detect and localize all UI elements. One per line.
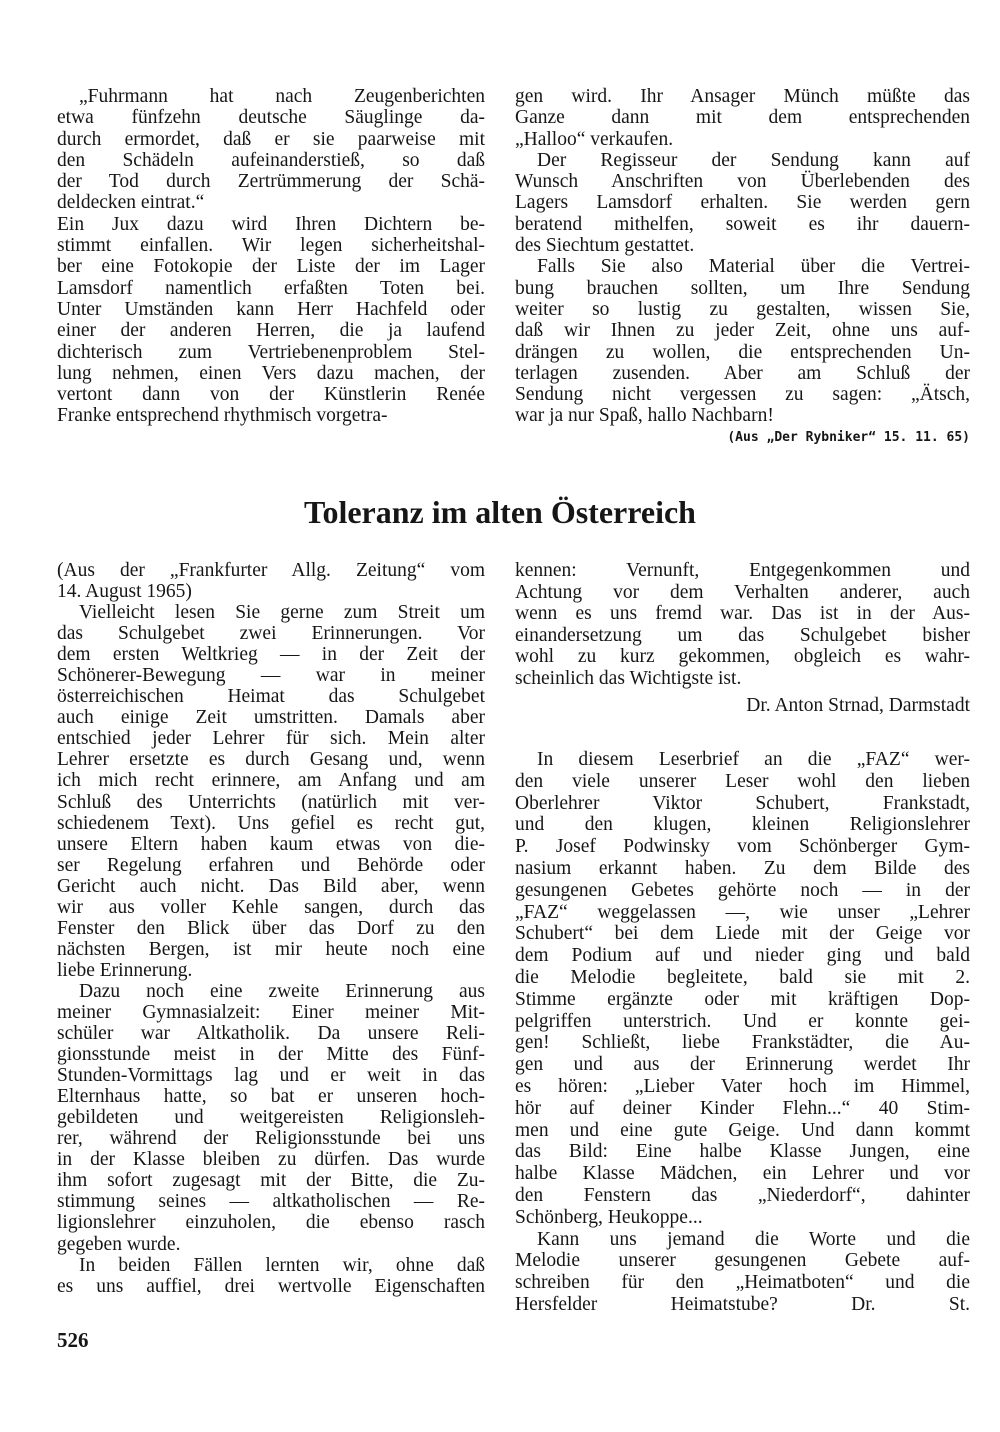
text-line: ich mich recht erinnere, am Anfang und am bbox=[57, 770, 485, 792]
text-line: „FAZ“ weggelassen —, wie unser „Lehrer bbox=[515, 901, 970, 923]
text-line: „Halloo“ verkaufen. bbox=[515, 128, 674, 150]
text-line: kennen: Vernunft, Entgegenkommen und bbox=[515, 560, 970, 581]
text-line: schiedenem Text). Uns gefiel es recht gut, bbox=[57, 812, 485, 834]
text-line: stimmung seines — altkatholischen — Re- bbox=[57, 1191, 485, 1213]
text-line: schreiben für den „Heimatboten“ und die bbox=[515, 1272, 970, 1294]
text-line: Schönberg, Heukoppe... bbox=[515, 1206, 703, 1228]
text-line: Schönerer-Bewegung — war in meiner bbox=[57, 665, 485, 687]
text-line: Schubert“ bei dem Liede mit der Geige vor bbox=[515, 923, 970, 945]
text-line: gen und aus der Erinnerung werdet Ihr bbox=[515, 1054, 970, 1076]
text-line: einer der anderen Herren, die ja laufend bbox=[57, 320, 485, 342]
text-line: Ein Jux dazu wird Ihren Dichtern be- bbox=[57, 213, 485, 235]
text-line: dichterisch zum Vertriebenenproblem Stel- bbox=[57, 341, 485, 363]
text-line: ligionslehrer einzuholen, die ebenso rasch bbox=[57, 1212, 485, 1234]
text-line: dem Podium auf und nieder ging und bald bbox=[515, 945, 970, 967]
text-line: Lagers Lamsdorf erhalten. Sie werden gern bbox=[515, 192, 970, 214]
text-line: einandersetzung um das Schulgebet bisher bbox=[515, 624, 970, 646]
text-line: in der Klasse bleiben zu dürfen. Das wurde bbox=[57, 1149, 485, 1171]
text-line: nächsten Bergen, ist mir heute noch eine bbox=[57, 938, 485, 960]
text-line: lung nehmen, einen Vers dazu machen, der bbox=[57, 362, 485, 384]
text-line: Fenster den Blick über das Dorf zu den bbox=[57, 917, 485, 939]
text-line: scheinlich das Wichtigste ist. bbox=[515, 667, 742, 689]
text-line: 14. August 1965) bbox=[57, 581, 192, 603]
text-line: beratend mithelfen, soweit es ihr dauern- bbox=[515, 213, 970, 235]
paragraph bbox=[515, 150, 970, 256]
top-left-column bbox=[57, 86, 485, 427]
bottom-left-column bbox=[57, 560, 485, 1297]
text-line: vertont dann von der Künstlerin Renée bbox=[57, 384, 485, 406]
letter-signature: Dr. Anton Strnad, Darmstadt bbox=[746, 695, 970, 716]
text-line: P. Josef Podwinsky vom Schönberger Gym- bbox=[515, 836, 970, 858]
paragraph bbox=[57, 981, 485, 1255]
paragraph bbox=[57, 214, 485, 427]
text-line: wohl zu kurz gekommen, obgleich es wahr- bbox=[515, 646, 970, 667]
text-line: Achtung vor dem Verhalten anderer, auch bbox=[515, 581, 970, 603]
text-line: pelgriffen unterstrich. Und er konnte gei- bbox=[515, 1010, 970, 1032]
text-line: drängen zu wollen, die entsprechenden Un- bbox=[515, 341, 970, 363]
text-line: stimmt einfallen. Wir legen sicherheitshal- bbox=[57, 235, 485, 257]
text-line: wir aus voller Kehle sangen, durch das bbox=[57, 896, 485, 918]
text-line: war ja nur Spaß, hallo Nachbarn! bbox=[515, 405, 774, 427]
paragraph bbox=[515, 86, 970, 150]
paragraph bbox=[57, 1255, 485, 1297]
paragraph bbox=[515, 560, 970, 689]
text-line: terlagen zusenden. Aber am Schluß der bbox=[515, 362, 970, 384]
text-line: Melodie unserer gesungenen Gebete auf- bbox=[515, 1250, 970, 1272]
text-line: Franke entsprechend rhythmisch vorgetra- bbox=[57, 405, 388, 427]
text-line: Falls Sie also Material über die Vertrei- bbox=[537, 256, 970, 278]
text-line: etwa fünfzehn deutsche Säuglinge da- bbox=[57, 107, 485, 129]
text-line: gionsstunde meist in der Mitte des Fünf- bbox=[57, 1044, 485, 1066]
text-line: österreichischen Heimat das Schulgebet bbox=[57, 686, 485, 708]
text-line: Lehrer ersetzte es durch Gesang und, wenn bbox=[57, 749, 485, 771]
text-line: hör auf deiner Kinder Flehn...“ 40 Stim- bbox=[515, 1097, 970, 1119]
text-line: den Schädeln aufeinanderstieß, so daß bbox=[57, 149, 485, 171]
text-line: (Aus der „Frankfurter Allg. Zeitung“ vom bbox=[57, 560, 485, 581]
text-line: bung brauchen sollten, um Ihre Sendung bbox=[515, 277, 970, 299]
text-line: auch einige Zeit umstritten. Damals aber bbox=[57, 707, 485, 729]
text-line: der Tod durch Zertrümmerung der Schä- bbox=[57, 171, 485, 193]
text-line: ber eine Fotokopie der Liste der im Lager bbox=[57, 256, 485, 278]
text-line: gebildeten und weitgereisten Religionsleh- bbox=[57, 1107, 485, 1129]
text-line: Elternhaus hatte, so bat er unseren hoch- bbox=[57, 1086, 485, 1108]
bottom-right-comment bbox=[515, 749, 970, 1316]
text-line: durch ermordet, daß er sie paarweise mit bbox=[57, 128, 485, 150]
source-citation: (Aus „Der Rybniker“ 15. 11. 65) bbox=[727, 429, 970, 445]
text-line: weiter so lustig zu gestalten, wissen Sie, bbox=[515, 298, 970, 320]
text-line: men und eine gute Geige. Und dann kommt bbox=[515, 1119, 970, 1141]
text-line: Der Regisseur der Sendung kann auf bbox=[537, 149, 970, 171]
text-line: Ganze dann mit dem entsprechenden bbox=[515, 107, 970, 129]
text-line: Kann uns jemand die Worte und die bbox=[537, 1228, 970, 1250]
text-line: den viele unserer Leser wohl den lieben bbox=[515, 770, 970, 792]
text-line: Hersfelder Heimatstube? Dr. St. bbox=[515, 1293, 970, 1315]
text-line: liebe Erinnerung. bbox=[57, 959, 193, 981]
paragraph bbox=[515, 749, 970, 1229]
text-line: gegeben wurde. bbox=[57, 1233, 181, 1255]
text-line: den Fenstern das „Niederdorf“, dahinter bbox=[515, 1184, 970, 1206]
paragraph bbox=[515, 256, 970, 426]
paragraph bbox=[515, 1229, 970, 1316]
top-right-column bbox=[515, 86, 970, 449]
text-line: In beiden Fällen lernten wir, ohne daß bbox=[79, 1254, 485, 1276]
text-line: gen wird. Ihr Ansager Münch müßte das bbox=[515, 86, 970, 107]
text-line: meiner Gymnasialzeit: Einer meiner Mit- bbox=[57, 1001, 485, 1023]
paragraph bbox=[57, 602, 485, 981]
text-line: das Schulgebet zwei Erinnerungen. Vor bbox=[57, 623, 485, 645]
text-line: und den klugen, kleinen Religionslehrer bbox=[515, 814, 970, 836]
text-line: es uns auffiel, drei wertvolle Eigenschaften bbox=[57, 1275, 485, 1297]
text-line: dem ersten Weltkrieg — in der Zeit der bbox=[57, 644, 485, 666]
text-line: deldecken eintrat.“ bbox=[57, 192, 205, 214]
text-line: Dazu noch eine zweite Erinnerung aus bbox=[79, 980, 485, 1002]
text-line: Stunden-Vormittags lag und er weit in das bbox=[57, 1065, 485, 1087]
text-line: ihm sofort zugesagt mit der Bitte, die Zu- bbox=[57, 1170, 485, 1192]
text-line: des Siechtum gestattet. bbox=[515, 235, 695, 257]
text-line: das Bild: Eine halbe Klasse Jungen, eine bbox=[515, 1141, 970, 1163]
text-line: wenn es uns fremd war. Das ist in der Aus- bbox=[515, 603, 970, 624]
text-line: „Fuhrmann hat nach Zeugenberichten bbox=[79, 86, 485, 107]
text-line: entschied jeder Lehrer für sich. Mein alter bbox=[57, 728, 485, 750]
text-line: unsere Eltern haben kaum etwas von die- bbox=[57, 833, 485, 855]
text-line: Sendung nicht vergessen zu sagen: „Ätsch, bbox=[515, 384, 970, 406]
text-line: Oberlehrer Viktor Schubert, Frankstadt, bbox=[515, 792, 970, 814]
bottom-right-letter bbox=[515, 560, 970, 717]
text-line: gesungenen Gebetes gehörte noch — in der bbox=[515, 879, 970, 901]
page-number: 526 bbox=[57, 1328, 89, 1352]
text-line: daß wir Ihnen zu jeder Zeit, ohne uns auf- bbox=[515, 320, 970, 342]
text-line: Vielleicht lesen Sie gerne zum Streit um bbox=[79, 602, 485, 624]
text-line: In diesem Leserbrief an die „FAZ“ wer- bbox=[537, 749, 970, 770]
text-line: die Melodie begleitete, bald sie mit 2. bbox=[515, 966, 970, 988]
text-line: gen! Schließt, liebe Frankstädter, die Au- bbox=[515, 1032, 970, 1054]
text-line: es hören: „Lieber Vater hoch im Himmel, bbox=[515, 1075, 970, 1097]
text-line: rer, während der Religionsstunde bei uns bbox=[57, 1128, 485, 1150]
article-title: Toleranz im alten Österreich bbox=[304, 494, 696, 530]
text-line: nasium erkannt haben. Zu dem Bilde des bbox=[515, 857, 970, 879]
text-line: Wunsch Anschriften von Überlebenden des bbox=[515, 171, 970, 193]
text-line: Schluß des Unterrichts (natürlich mit ver- bbox=[57, 791, 485, 813]
paragraph bbox=[57, 86, 485, 214]
paragraph bbox=[57, 560, 485, 602]
text-line: Lamsdorf namentlich erfaßten Toten bei. bbox=[57, 277, 485, 299]
text-line: Stimme ergänzte oder mit kräftigen Dop- bbox=[515, 988, 970, 1010]
text-line: Gericht auch nicht. Das Bild aber, wenn bbox=[57, 875, 485, 897]
text-line: Unter Umständen kann Herr Hachfeld oder bbox=[57, 298, 485, 320]
text-line: ser Regelung erfahren und Behörde oder bbox=[57, 854, 485, 876]
text-line: schüler war Altkatholik. Da unsere Reli- bbox=[57, 1023, 485, 1045]
text-line: halbe Klasse Mädchen, ein Lehrer und vor bbox=[515, 1163, 970, 1185]
